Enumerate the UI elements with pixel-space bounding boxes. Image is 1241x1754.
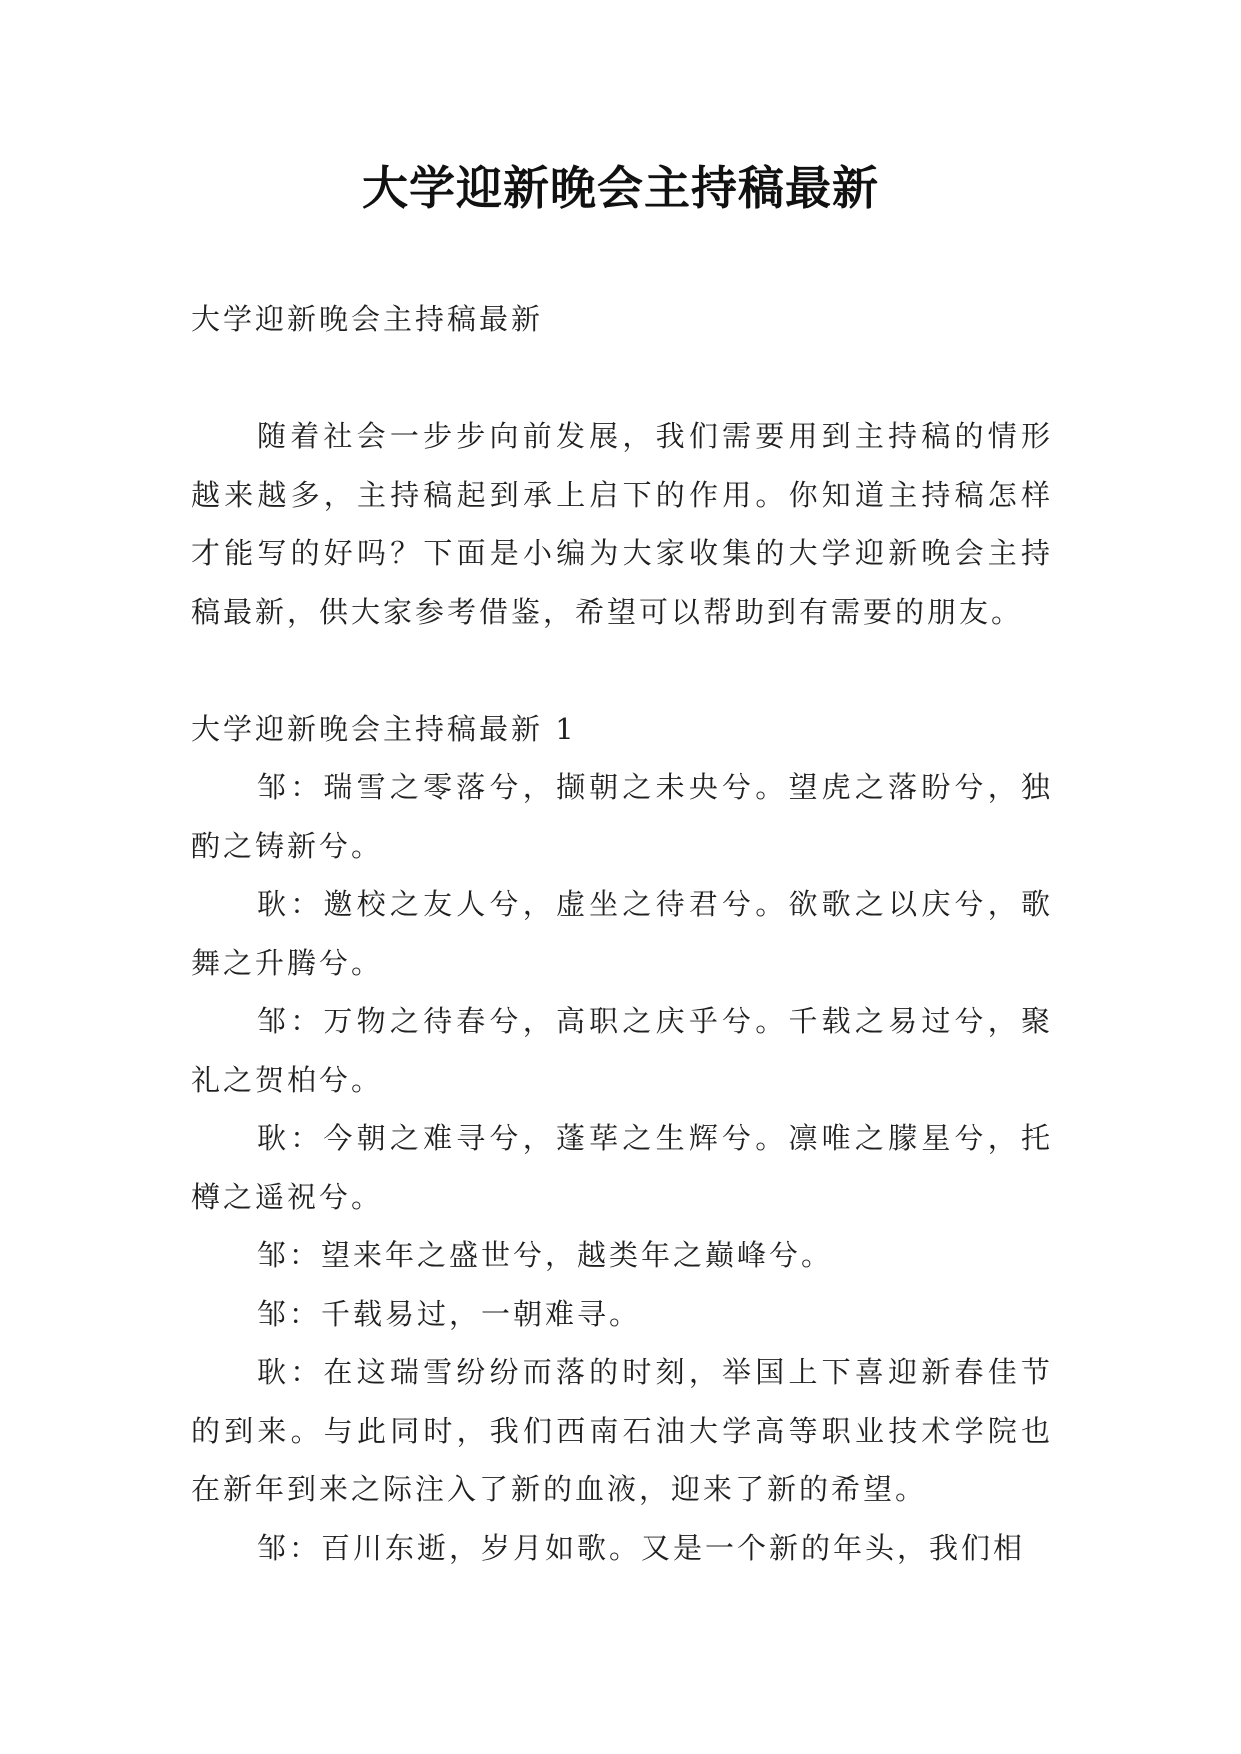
dialogue-paragraph: 耿：在这瑞雪纷纷而落的时刻，举国上下喜迎新春佳节的到来。与此同时，我们西南石油大学高等职业技术学院也在新年到来之际注入了新的血液，迎来了新的希望。: [191, 1355, 1053, 1506]
dialogue-paragraph: 邹：万物之待春兮，高职之庆乎兮。千载之易过兮，聚礼之贺柏兮。: [191, 1004, 1053, 1097]
section-heading: 大学迎新晚会主持稿最新 1: [191, 711, 577, 746]
dialogue-paragraph: 邹：望来年之盛世兮，越类年之巅峰兮。: [257, 1238, 834, 1272]
intro-paragraph: 随着社会一步步向前发展，我们需要用到主持稿的情形越来越多，主持稿起到承上启下的作用。你知道主持稿怎样才能写的好吗？下面是小编为大家收集的大学迎新晚会主持稿最新，供大家参考借鉴，希望可以帮助到有需要的朋友。: [191, 419, 1053, 629]
dialogue-paragraph: 耿：今朝之难寻兮，蓬荜之生辉兮。凛唯之朦星兮，托樽之遥祝兮。: [191, 1121, 1053, 1214]
document-subtitle: 大学迎新晚会主持稿最新: [191, 302, 544, 336]
dialogue-paragraph: 邹：百川东逝，岁月如歌。又是一个新的年头，我们相: [257, 1530, 1026, 1565]
document-title: 大学迎新晚会主持稿最新: [362, 161, 879, 215]
dialogue-paragraph: 耿：邀校之友人兮，虚坐之待君兮。欲歌之以庆兮，歌舞之升腾兮。: [191, 887, 1053, 980]
document-body: [191, 290, 1053, 1577]
dialogue-paragraph: 邹：千载易过，一朝难寻。: [257, 1296, 642, 1331]
dialogue-paragraph: 邹：瑞雪之零落兮，撷朝之未央兮。望虎之落盼兮，独酌之铸新兮。: [191, 770, 1053, 863]
